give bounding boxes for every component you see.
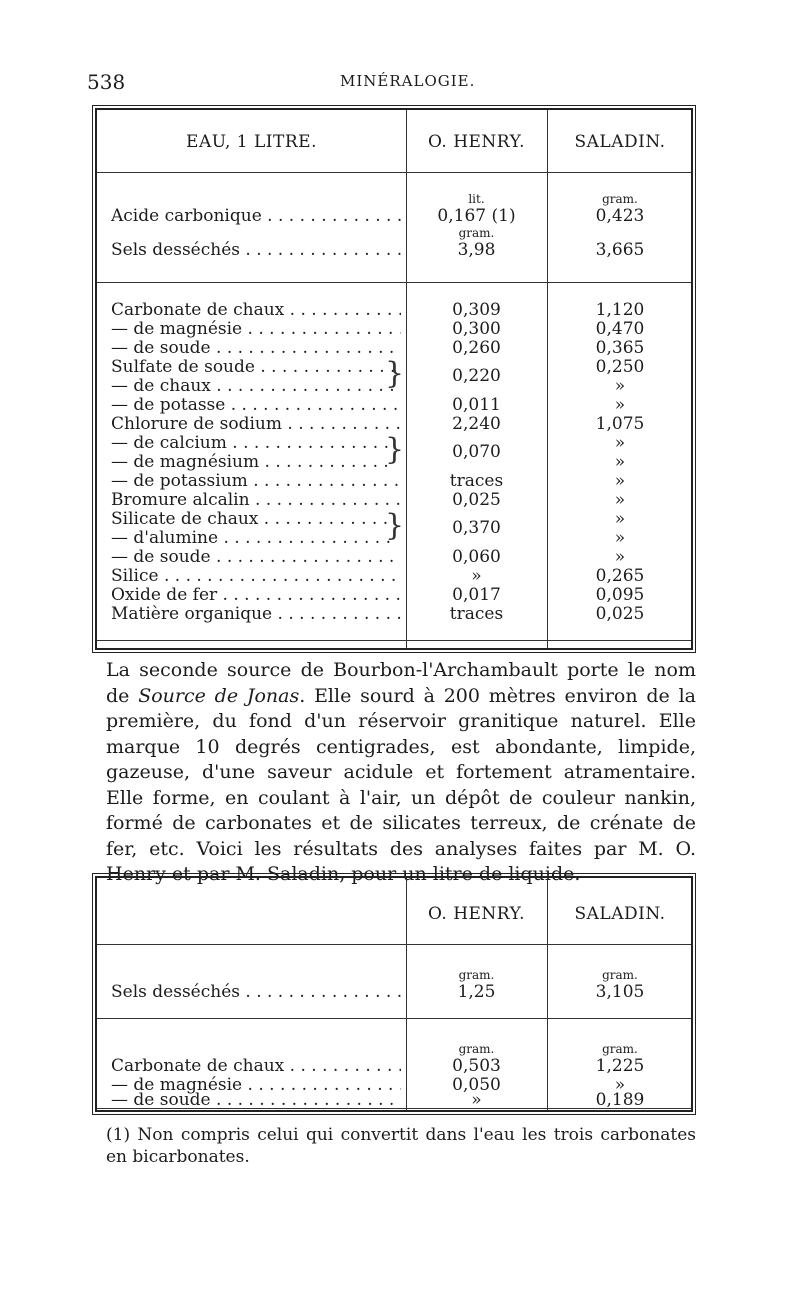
saladin-value: 1,225	[595, 1056, 645, 1076]
saladin-value: »	[614, 452, 626, 472]
saladin-value: 1,120	[595, 300, 645, 320]
analysis-table-1	[95, 108, 693, 650]
header-water: EAU, 1 LITRE.	[186, 132, 317, 152]
footnote: (1) Non compris celui qui convertit dans l'eau les trois carbonates en bicarbonates.	[106, 1125, 696, 1167]
analysis-table-2	[95, 876, 693, 1112]
paragraph-lead: La seconde source de Bourbon-l'Archambault porte le nom de	[106, 659, 696, 707]
henry-value: traces	[449, 471, 504, 491]
brace-icon: }	[385, 508, 405, 543]
henry-value: 0,309	[452, 300, 501, 320]
row-label: Oxide de fer . . .	[111, 585, 401, 605]
row-label: Acide carbonique . . .	[111, 206, 401, 226]
row-label: Chlorure de sodium . . .	[111, 414, 401, 434]
saladin-value: »	[614, 490, 626, 510]
row-label: — de magnésie . . .	[111, 1075, 401, 1095]
row-label: — d'alumine . . .	[111, 528, 395, 548]
saladin-value: 0,189	[595, 1090, 645, 1110]
henry-value: 3,98	[457, 240, 496, 260]
body-paragraph	[106, 658, 696, 888]
saladin-value: 0,095	[595, 585, 645, 605]
bottom-rule	[97, 640, 691, 641]
unit-label: gram.	[458, 968, 495, 982]
row-label: — de magnésium . . .	[111, 452, 395, 472]
saladin-value: 0,423	[595, 206, 645, 226]
saladin-value: »	[614, 509, 626, 529]
header-henry: O. HENRY.	[427, 904, 526, 924]
unit-label: gram.	[602, 968, 638, 982]
henry-value: 0,503	[452, 1056, 501, 1076]
henry-value: »	[471, 1090, 482, 1110]
header-rule	[97, 944, 691, 945]
saladin-value: »	[614, 376, 626, 396]
henry-value: 0,060	[452, 547, 501, 567]
row-label: — de soude . . .	[111, 547, 401, 567]
paragraph-rest: . Elle sourd à 200 mètres environ de la première, du fond d'un réservoir granitique naturel. Elle marque 10 degrés centigrades, est abondante, limpide, gazeuse, d'une saveur acidule et fortement atramentaire. Elle forme, en coulant à l'air, un dépôt de couleur nankin, formé de carbonates et de silicates terreux, de crénate de fer, etc. Voici les résultats des analyses faites par M. O. Henry et par M. Saladin, pour un litre de liquide.	[106, 684, 696, 885]
saladin-value: 0,250	[595, 357, 645, 377]
page-number: 538	[87, 70, 126, 94]
henry-value: 0,025	[452, 490, 501, 510]
row-label: — de soude . . .	[111, 338, 401, 358]
saladin-value: 0,470	[595, 319, 645, 339]
row-label: Carbonate de chaux . . .	[111, 1056, 401, 1076]
henry-value: 2,240	[452, 414, 501, 434]
row-label: Silice . . .	[111, 566, 401, 586]
unit-label: gram.	[602, 192, 638, 206]
row-label: Bromure alcalin . . .	[111, 490, 401, 510]
henry-value: traces	[449, 604, 504, 624]
row-label: Sulfate de soude . . .	[111, 357, 395, 377]
row-label: — de soude . . .	[111, 1090, 401, 1110]
henry-value: 0,050	[452, 1075, 501, 1095]
saladin-value: 3,665	[595, 240, 645, 260]
brace-icon: }	[385, 432, 405, 467]
saladin-value: »	[614, 1075, 626, 1095]
header-henry: O. HENRY.	[427, 132, 526, 152]
row-label: Silicate de chaux . . .	[111, 509, 395, 529]
saladin-value: »	[614, 547, 626, 567]
unit-label: lit.	[468, 192, 485, 206]
henry-value: 0,017	[452, 585, 501, 605]
saladin-value: »	[614, 433, 626, 453]
saladin-value: »	[614, 528, 626, 548]
running-head: MINÉRALOGIE.	[340, 72, 476, 90]
henry-value: 0,011	[452, 395, 501, 415]
row-label: — de calcium . . .	[111, 433, 395, 453]
saladin-value: 1,075	[595, 414, 645, 434]
henry-value: 0,260	[452, 338, 501, 358]
row-label: — de potassium . . .	[111, 471, 401, 491]
unit-label: gram.	[602, 1042, 638, 1056]
saladin-value: 3,105	[595, 982, 645, 1002]
henry-merged-value: 0,070	[452, 442, 501, 462]
saladin-value: »	[614, 395, 626, 415]
section-rule	[97, 1018, 691, 1019]
brace-icon: }	[385, 356, 405, 391]
henry-merged-value: 0,370	[452, 518, 501, 538]
header-rule	[97, 172, 691, 173]
unit-label: gram.	[458, 226, 495, 240]
row-label: Sels desséchés . . .	[111, 982, 401, 1002]
header-saladin: SALADIN.	[574, 904, 666, 924]
section-rule	[97, 282, 691, 283]
henry-value: 0,167 (1)	[437, 206, 516, 226]
row-label: — de potasse . . .	[111, 395, 401, 415]
henry-value: 0,300	[452, 319, 501, 339]
henry-merged-value: 0,220	[452, 366, 501, 386]
saladin-value: 0,365	[595, 338, 645, 358]
saladin-value: 0,265	[595, 566, 645, 586]
row-label: Carbonate de chaux . . .	[111, 300, 401, 320]
header-saladin: SALADIN.	[574, 132, 666, 152]
row-label: — de chaux . . .	[111, 376, 395, 396]
row-label: Matière organique . . .	[111, 604, 401, 624]
saladin-value: »	[614, 471, 626, 491]
source-name: Source de Jonas	[138, 684, 300, 707]
row-label: — de magnésie . . .	[111, 319, 401, 339]
unit-label: gram.	[458, 1042, 495, 1056]
row-label: Sels desséchés . . .	[111, 240, 401, 260]
saladin-value: 0,025	[595, 604, 645, 624]
henry-value: »	[471, 566, 482, 586]
henry-value: 1,25	[457, 982, 496, 1002]
